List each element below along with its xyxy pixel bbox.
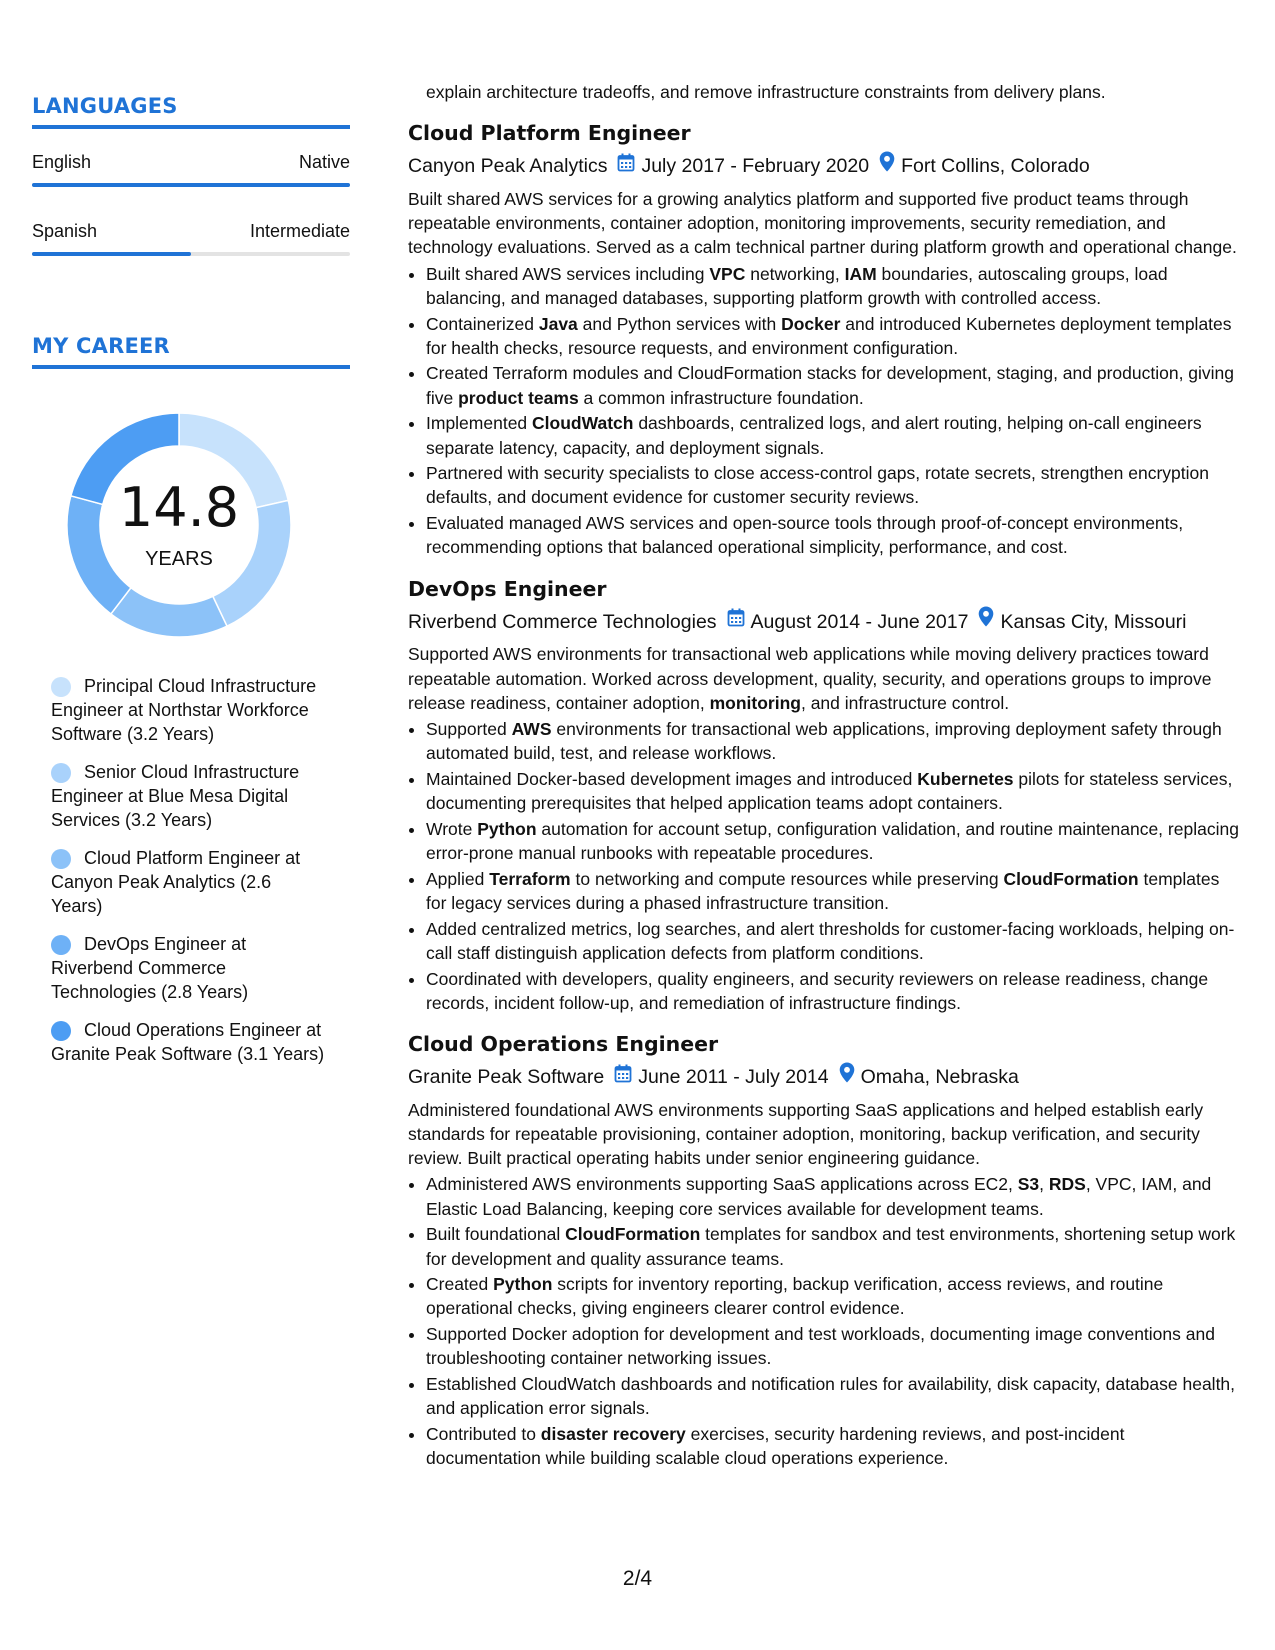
text-segment: Applied	[426, 868, 490, 889]
calendar-icon	[727, 606, 745, 636]
donut-segment-3	[111, 588, 227, 637]
text-segment: Supported	[426, 719, 512, 740]
text-segment: and Python services with	[577, 313, 782, 334]
bullet-item	[426, 461, 1240, 509]
language-proficiency-bar	[32, 252, 350, 256]
text-segment: automation for account setup, configuration validation, and routine maintenance, replacing error-prone manual runbooks with repeatable procedures.	[426, 818, 1239, 864]
bullet-item	[426, 717, 1240, 765]
text-segment: a common infrastructure foundation.	[578, 387, 864, 408]
text-segment: Wrote	[426, 818, 478, 839]
text-segment: Supported AWS environments for transactional web applications while moving delivery practices toward repeatable automation. Worked across development, quality, security, and operations groups to improve release readiness, container adoption,	[408, 644, 1212, 713]
text-segment: to networking and compute resources while preserving	[570, 868, 1004, 889]
job-entry	[408, 1029, 1240, 1470]
calendar-icon	[614, 1062, 632, 1092]
bold-keyword: CloudWatch	[532, 413, 634, 434]
career-legend-label: Cloud Operations Engineer at Granite Peak Software (3.1 Years)	[51, 1020, 325, 1064]
job-list	[408, 118, 1240, 1470]
text-segment: Containerized	[426, 313, 539, 334]
career-donut-chart	[67, 413, 291, 637]
career-heading-rule	[32, 365, 350, 369]
job-entry	[408, 118, 1240, 559]
bullet-item	[426, 817, 1240, 865]
career-years-unit: YEARS	[145, 548, 213, 570]
job-summary: Administered foundational AWS environments supporting SaaS applications and helped establish early standards for repeatable provisioning, container adoption, monitoring, backup verification, and security review. Built practical operating habits under senior engineering guidance.	[408, 1099, 1204, 1169]
text-segment: , and infrastructure control.	[800, 692, 1010, 713]
job-bullets	[408, 1172, 1240, 1470]
bullet-item	[426, 411, 1240, 459]
job-dates: August 2014 - June 2017	[750, 610, 969, 633]
career-legend-label: DevOps Engineer at Riverbend Commerce Technologies (2.8 Years)	[51, 934, 249, 1002]
job-summary: Built shared AWS services for a growing analytics platform and supported five product teams through repeatable environments, container adoption, monitoring improvements, security remediation, and technology evaluations. Served as a calm technical partner during platform growth and operational change.	[408, 189, 1237, 258]
language-level: Native	[298, 152, 350, 172]
calendar-icon	[617, 151, 635, 181]
career-legend-item	[51, 760, 326, 832]
job-meta	[408, 606, 1240, 637]
text-segment: boundaries, autoscaling groups, load balancing, and managed databases, supporting platform growth with controlled access.	[426, 263, 1168, 308]
location-pin-icon	[879, 151, 895, 181]
career-legend-label: Senior Cloud Infrastructure Engineer at Blue Mesa Digital Services (3.2 Years)	[51, 762, 300, 830]
text-segment: Partnered with security specialists to close access-control gaps, rotate secrets, strengthen encryption defaults, and document evidence for customer security reviews.	[426, 463, 1210, 508]
language-proficiency-fill	[32, 183, 350, 187]
language-proficiency-bar	[32, 183, 350, 187]
bullet-item	[426, 867, 1240, 915]
text-segment: templates for sandbox and test environments, shortening setup work for development and quality assurance teams.	[426, 1224, 1236, 1269]
legend-color-dot	[51, 763, 71, 783]
job-entry	[408, 574, 1240, 1015]
text-segment: Administered AWS environments supporting SaaS applications across EC2,	[426, 1174, 1018, 1195]
career-legend-label: Cloud Platform Engineer at Canyon Peak Analytics (2.6 Years)	[51, 848, 301, 916]
text-segment: templates for legacy services during a phased infrastructure transition.	[426, 868, 1220, 913]
bold-keyword: monitoring	[709, 692, 801, 713]
location-pin-icon	[978, 606, 994, 636]
job-dates: June 2011 - July 2014	[638, 1065, 829, 1088]
career-legend-item	[51, 674, 326, 746]
bullet-item	[426, 511, 1240, 559]
bullet-item	[426, 1322, 1240, 1370]
career-heading: MY CAREER	[32, 334, 170, 358]
bold-keyword: Python	[493, 1274, 553, 1295]
languages-heading: LANGUAGES	[32, 94, 178, 118]
text-segment: ,	[1039, 1174, 1049, 1195]
company-name: Riverbend Commerce Technologies	[408, 610, 717, 633]
text-segment: , VPC, IAM, and Elastic Load Balancing, keeping core services available for development teams.	[426, 1174, 1212, 1219]
text-segment: Maintained Docker-based development images and introduced	[426, 768, 918, 789]
page-number: 2/4	[622, 1567, 653, 1590]
text-segment: Built foundational	[426, 1224, 566, 1245]
text-segment: Implemented	[426, 413, 533, 434]
company-name: Canyon Peak Analytics	[408, 155, 608, 178]
language-name: Spanish	[32, 221, 98, 241]
bold-keyword: RDS	[1048, 1174, 1086, 1195]
text-segment: and introduced Kubernetes deployment templates for health checks, resource requests, and environment configuration.	[426, 313, 1232, 358]
bold-keyword: Kubernetes	[917, 768, 1014, 789]
job-bullets	[408, 717, 1240, 1015]
languages-heading-rule	[32, 125, 350, 129]
bullet-item	[426, 312, 1240, 360]
company-name: Granite Peak Software	[408, 1065, 605, 1088]
bullet-item	[426, 361, 1240, 409]
job-meta	[408, 150, 1240, 181]
job-bullets	[408, 262, 1240, 560]
location-pin-icon	[839, 1062, 855, 1092]
text-segment: Created Terraform modules and CloudFormation stacks for development, staging, and production, giving five	[426, 363, 1235, 408]
job-title: DevOps Engineer	[408, 576, 607, 601]
bold-keyword: CloudFormation	[1003, 868, 1139, 889]
text-segment: Coordinated with developers, quality engineers, and security reviewers on release readiness, change records, incident follow-up, and remediation of infrastructure findings.	[426, 968, 1209, 1013]
language-proficiency-fill	[32, 252, 191, 256]
bold-keyword: product teams	[458, 387, 579, 408]
career-legend-item	[51, 1018, 326, 1066]
bold-keyword: VPC	[709, 263, 746, 284]
job-summary	[408, 642, 1240, 715]
experience-section	[408, 80, 1240, 1484]
bullet-item	[426, 767, 1240, 815]
career-legend	[51, 674, 326, 1080]
legend-color-dot	[51, 849, 71, 869]
bold-keyword: Terraform	[489, 868, 571, 889]
bullet-item	[426, 1422, 1240, 1470]
text-segment: pilots for stateless services, documenting prerequisites that helped application teams adopt containers.	[426, 768, 1233, 814]
bold-keyword: Docker	[781, 313, 841, 334]
bold-keyword: CloudFormation	[565, 1224, 701, 1245]
career-legend-label: Principal Cloud Infrastructure Engineer at Northstar Workforce Software (3.2 Years)	[51, 676, 317, 744]
job-title: Cloud Operations Engineer	[408, 1031, 719, 1056]
job-location: Omaha, Nebraska	[860, 1065, 1019, 1088]
bullet-item	[426, 917, 1240, 965]
bullet-item	[426, 1272, 1240, 1320]
language-level: Intermediate	[249, 221, 350, 241]
bold-keyword: IAM	[844, 263, 877, 284]
bold-keyword: Python	[477, 818, 537, 839]
text-segment: Contributed to	[426, 1423, 541, 1444]
text-segment: scripts for inventory reporting, backup verification, access reviews, and routine operational checks, giving engineers clearer control evidence.	[426, 1274, 1164, 1319]
job-location: Kansas City, Missouri	[1000, 610, 1187, 633]
text-segment: Added centralized metrics, log searches, and alert thresholds for customer-facing workloads, helping on-call staff distinguish application defects from platform conditions.	[426, 918, 1235, 963]
bold-keyword: AWS	[511, 719, 552, 740]
text-segment: Supported Docker adoption for development and test workloads, documenting image conventions and troubleshooting container networking issues.	[426, 1324, 1215, 1369]
text-segment: Established CloudWatch dashboards and notification rules for availability, disk capacity, database health, and application error signals.	[426, 1374, 1236, 1419]
text-segment: environments for transactional web applications, improving deployment safety through automated build, test, and release workflows.	[426, 719, 1222, 764]
text-segment: Built shared AWS services including	[426, 263, 710, 284]
career-legend-item	[51, 846, 326, 918]
job-location: Fort Collins, Colorado	[901, 155, 1090, 178]
legend-color-dot	[51, 935, 71, 955]
bold-keyword: disaster recovery	[540, 1423, 686, 1444]
text-segment: exercises, security hardening reviews, and post-incident documentation while building scalable cloud operations experience.	[426, 1423, 1125, 1469]
text-segment: Evaluated managed AWS services and open-source tools through proof-of-concept environments, recommending options that balanced operational simplicity, performance, and cost.	[426, 513, 1184, 558]
continued-text: explain architecture tradeoffs, and remove infrastructure constraints from delivery plans.	[426, 82, 1106, 102]
career-legend-item	[51, 932, 326, 1004]
bullet-item	[426, 1172, 1240, 1220]
bold-keyword: S3	[1017, 1174, 1040, 1195]
bullet-item	[426, 1372, 1240, 1420]
job-title: Cloud Platform Engineer	[408, 121, 691, 146]
job-dates: July 2017 - February 2020	[641, 155, 870, 178]
career-total-years: 14.8	[118, 476, 240, 539]
job-meta	[408, 1061, 1240, 1092]
bold-keyword: Java	[538, 313, 578, 334]
text-segment: networking,	[745, 263, 845, 284]
legend-color-dot	[51, 1021, 71, 1041]
legend-color-dot	[51, 677, 71, 697]
text-segment: Created	[426, 1274, 494, 1295]
language-name: English	[32, 152, 92, 172]
text-segment: dashboards, centralized logs, and alert routing, helping on-call engineers separate latency, capacity, and deployment signals.	[426, 413, 1202, 458]
bullet-item	[426, 1222, 1240, 1270]
bullet-item	[426, 262, 1240, 310]
bullet-item	[426, 967, 1240, 1015]
